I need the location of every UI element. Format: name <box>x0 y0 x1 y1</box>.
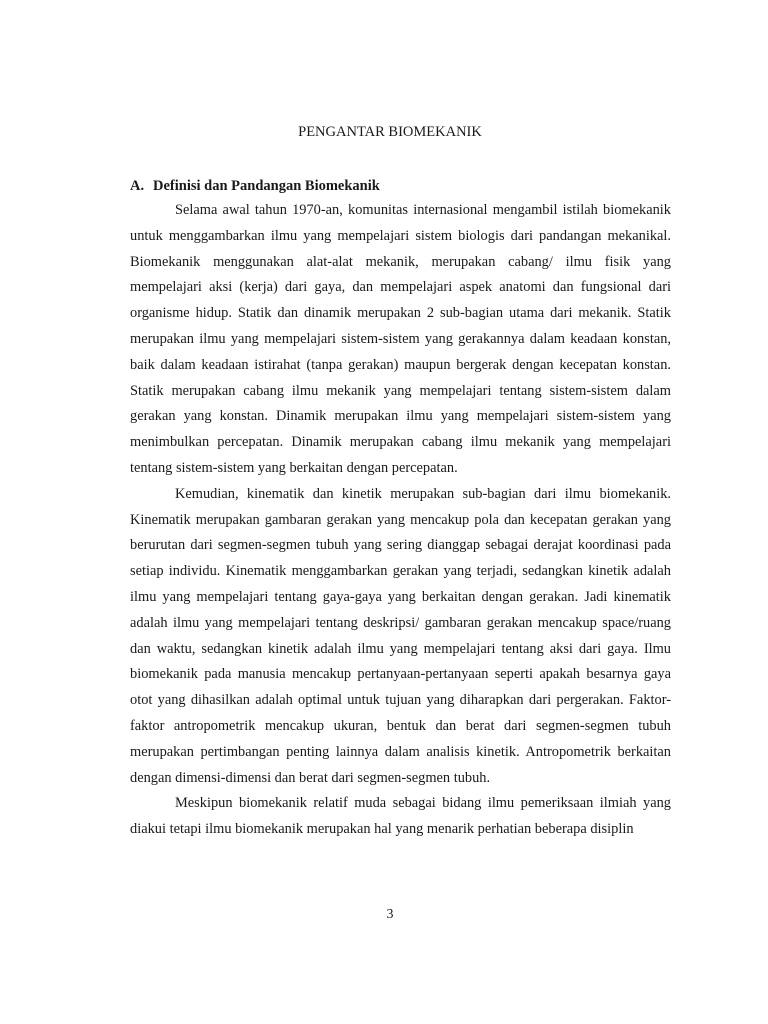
paragraph-1: Selama awal tahun 1970-an, komunitas internasional mengambil istilah biomekanik untuk menggambarkan ilmu yang mempelajari sistem biologis dari pandangan mekanikal. Biomekanik menggunakan alat-alat mekanik, merupakan cabang/ ilmu fisik yang mempelajari aksi (kerja) dari gaya, dan mempelajari aspek anatomi dan fungsional dari organisme hidup. Statik dan dinamik merupakan 2 sub-bagian utama dari mekanik. Statik merupakan ilmu yang mempelajari sistem-sistem yang gerakannya dalam keadaan konstan, baik dalam keadaan istirahat (tanpa gerakan) maupun bergerak dengan kecepatan konstan. Statik merupakan cabang ilmu mekanik yang mempelajari tentang sistem-sistem dalam gerakan yang konstan. Dinamik merupakan ilmu yang mempelajari sistem-sistem yang menimbulkan percepatan. Dinamik merupakan cabang ilmu mekanik yang mempelajari tentang sistem-sistem yang berkaitan dengan percepatan. <box>130 202 671 476</box>
paragraph-2: Kemudian, kinematik dan kinetik merupakan sub-bagian dari ilmu biomekanik. Kinematik merupakan gambaran gerakan yang mencakup pola dan kecepatan gerakan yang berurutan dari segmen-segmen tubuh yang sering dianggap sebagai derajat koordinasi pada setiap individu. Kinematik menggambarkan gerakan yang terjadi, sedangkan kinetik adalah ilmu yang mempelajari tentang gaya-gaya yang berkaitan dengan gerakan. Jadi kinematik adalah ilmu yang mempelajari tentang deskripsi/ gambaran gerakan mencakup space/ruang dan waktu, sedangkan kinetik adalah ilmu yang mempelajari tentang aksi dari gaya. Ilmu biomekanik pada manusia mencakup pertanyaan-pertanyaan seperti apakah besarnya gaya otot yang dihasilkan adalah optimal untuk tujuan yang diharapkan dari pergerakan. Faktor-faktor antropometrik mencakup ukuran, bentuk dan berat dari segmen-segmen tubuh merupakan pertimbangan penting lainnya dalam analisis kinetik. Antropometrik berkaitan dengan dimensi-dimensi dan berat dari segmen-segmen tubuh. <box>130 485 671 786</box>
page-number: 3 <box>386 907 394 922</box>
section-letter: A. <box>130 178 145 194</box>
page-title: PENGANTAR BIOMEKANIK <box>298 124 482 140</box>
paragraph-3: Meskipun biomekanik relatif muda sebagai bidang ilmu pemeriksaan ilmiah yang diakui tetapi ilmu biomekanik merupakan hal yang menarik perhatian beberapa disiplin <box>130 795 671 838</box>
section-heading-text: Definisi dan Pandangan Biomekanik <box>153 178 380 194</box>
section-heading <box>130 177 380 195</box>
body-text <box>130 198 671 843</box>
